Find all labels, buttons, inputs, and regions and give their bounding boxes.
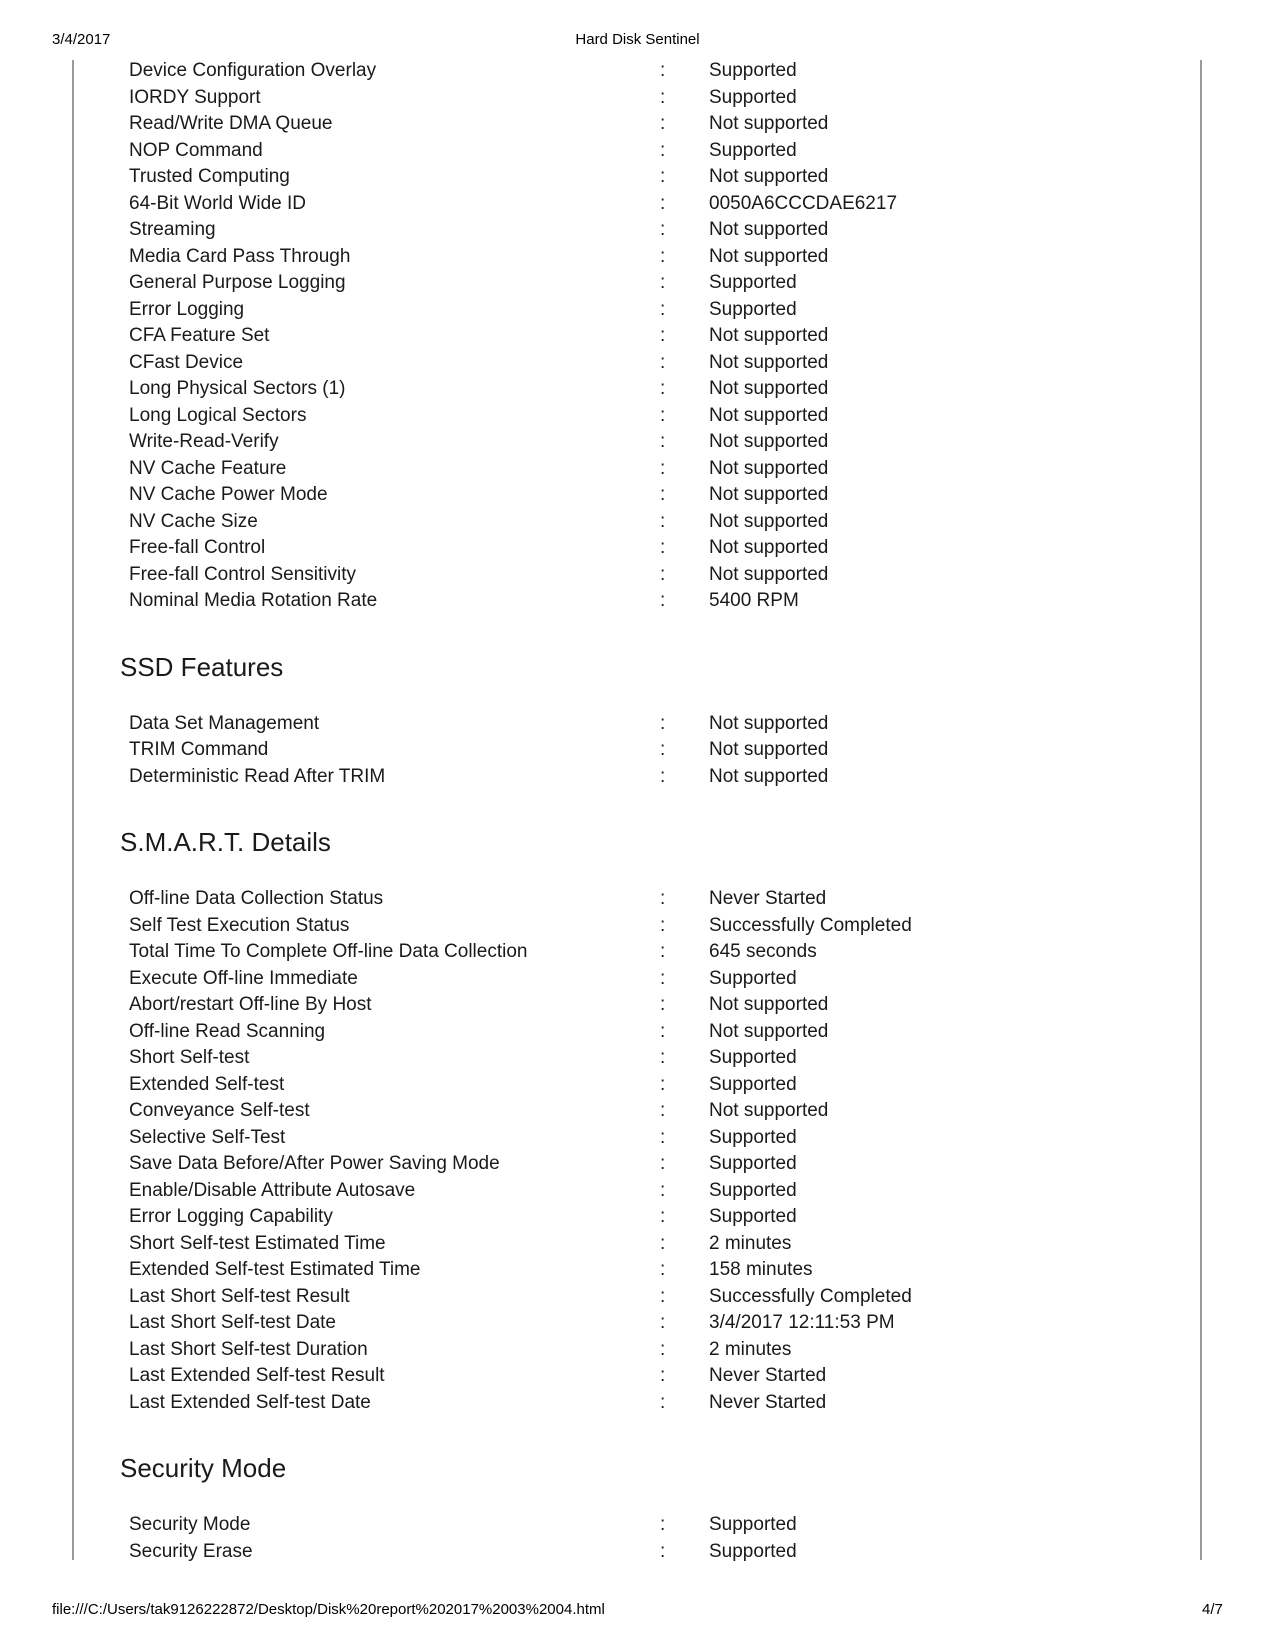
- property-row: [0, 1072, 1275, 1099]
- property-label: Last Extended Self-test Result: [129, 1365, 385, 1386]
- property-value: Supported: [709, 1540, 797, 1562]
- property-separator: :: [660, 1179, 666, 1201]
- property-row: [0, 509, 1275, 536]
- property-value: Not supported: [709, 245, 829, 267]
- property-row: [0, 1390, 1275, 1417]
- property-row: [0, 886, 1275, 913]
- footer-file-url: file:///C:/Users/tak9126222872/Desktop/Disk%20report%202017%2003%2004.html: [52, 1601, 605, 1618]
- property-row: [0, 1231, 1275, 1258]
- property-separator: :: [660, 537, 666, 558]
- property-label: Trusted Computing: [129, 166, 290, 187]
- report-content: [0, 58, 1275, 1565]
- property-row: [0, 1151, 1275, 1178]
- property-label: Data Set Management: [129, 712, 320, 734]
- property-row: [0, 58, 1275, 85]
- property-separator: :: [660, 431, 666, 452]
- property-label: General Purpose Logging: [129, 272, 346, 293]
- property-separator: :: [660, 457, 666, 479]
- property-row: [0, 1098, 1275, 1125]
- property-row: [0, 1310, 1275, 1337]
- property-label: Extended Self-test: [129, 1073, 285, 1095]
- property-value: Not supported: [709, 712, 829, 734]
- property-row: [0, 191, 1275, 218]
- property-value: Not supported: [709, 219, 829, 240]
- property-separator: :: [660, 1285, 666, 1307]
- property-label: Execute Off-line Immediate: [129, 967, 358, 989]
- property-label: Short Self-test: [129, 1047, 250, 1068]
- property-row: [0, 85, 1275, 112]
- property-label: Conveyance Self-test: [129, 1100, 310, 1121]
- section-spacer: [0, 790, 1275, 812]
- property-value: Never Started: [709, 1365, 827, 1386]
- property-label: Total Time To Complete Off-line Data Collection: [129, 941, 528, 962]
- property-value: Not supported: [709, 484, 829, 505]
- property-label: Long Logical Sectors: [129, 404, 307, 426]
- property-label: Read/Write DMA Queue: [129, 113, 333, 134]
- property-separator: :: [660, 914, 666, 936]
- property-value: Not supported: [709, 563, 829, 585]
- property-value: Not supported: [709, 351, 829, 373]
- property-separator: :: [660, 1514, 666, 1535]
- property-separator: :: [660, 1073, 666, 1095]
- property-row: [0, 138, 1275, 165]
- property-value: Supported: [709, 1153, 797, 1174]
- property-label: NV Cache Power Mode: [129, 484, 328, 505]
- property-row: [0, 482, 1275, 509]
- property-label: Last Extended Self-test Date: [129, 1391, 371, 1413]
- property-separator: :: [660, 1126, 666, 1148]
- property-label: Error Logging: [129, 298, 245, 320]
- property-separator: :: [660, 378, 666, 399]
- property-separator: :: [660, 298, 666, 320]
- property-value: Not supported: [709, 166, 829, 187]
- property-row: [0, 1337, 1275, 1364]
- property-label: Deterministic Read After TRIM: [129, 765, 386, 787]
- property-separator: :: [660, 1338, 666, 1360]
- property-row: [0, 913, 1275, 940]
- property-label: Free-fall Control: [129, 537, 266, 558]
- property-row: [0, 711, 1275, 738]
- property-value: Supported: [709, 272, 797, 293]
- property-label: Nominal Media Rotation Rate: [129, 590, 378, 611]
- property-value: Supported: [709, 1126, 797, 1148]
- property-value: Not supported: [709, 378, 829, 399]
- property-separator: :: [660, 1365, 666, 1386]
- property-value: Not supported: [709, 431, 829, 452]
- property-separator: :: [660, 1206, 666, 1227]
- property-label: CFast Device: [129, 351, 244, 373]
- property-label: TRIM Command: [129, 739, 269, 760]
- property-separator: :: [660, 192, 666, 214]
- property-value: Not supported: [709, 457, 829, 479]
- property-label: Security Erase: [129, 1540, 253, 1562]
- property-row: [0, 1019, 1275, 1046]
- property-value: Not supported: [709, 1100, 829, 1121]
- property-separator: :: [660, 1312, 666, 1333]
- property-row: [0, 764, 1275, 791]
- property-row: [0, 1512, 1275, 1539]
- property-separator: :: [660, 1047, 666, 1068]
- property-label: Off-line Read Scanning: [129, 1020, 326, 1042]
- property-label: Streaming: [129, 219, 216, 240]
- property-label: Save Data Before/After Power Saving Mode: [129, 1153, 500, 1174]
- section-heading: Security Mode: [120, 1453, 287, 1483]
- property-row: [0, 244, 1275, 271]
- property-separator: :: [660, 590, 666, 611]
- property-separator: :: [660, 484, 666, 505]
- property-label: Device Configuration Overlay: [129, 60, 377, 81]
- section-spacer: [0, 1416, 1275, 1438]
- property-value: Not supported: [709, 1020, 829, 1042]
- property-label: IORDY Support: [129, 86, 261, 108]
- property-row: [0, 562, 1275, 589]
- property-value: Supported: [709, 139, 797, 161]
- property-value: Never Started: [709, 888, 827, 909]
- property-label: Long Physical Sectors (1): [129, 378, 346, 399]
- property-value: 2 minutes: [709, 1232, 792, 1254]
- property-value: Supported: [709, 298, 797, 320]
- property-value: Not supported: [709, 739, 829, 760]
- property-separator: :: [660, 765, 666, 787]
- property-separator: :: [660, 1100, 666, 1121]
- property-value: Supported: [709, 60, 797, 81]
- section-spacer: [0, 872, 1275, 886]
- property-separator: :: [660, 941, 666, 962]
- property-row: [0, 1125, 1275, 1152]
- property-label: Last Short Self-test Date: [129, 1312, 336, 1333]
- property-label: Self Test Execution Status: [129, 914, 350, 936]
- property-value: Not supported: [709, 994, 829, 1015]
- property-value: Not supported: [709, 325, 829, 346]
- property-value: Supported: [709, 86, 797, 108]
- property-separator: :: [660, 1391, 666, 1413]
- property-label: Last Short Self-test Duration: [129, 1338, 368, 1360]
- footer-page-number: 4/7: [1202, 1601, 1223, 1618]
- property-row: [0, 966, 1275, 993]
- property-row: [0, 1045, 1275, 1072]
- property-value: Not supported: [709, 404, 829, 426]
- property-row: [0, 456, 1275, 483]
- property-separator: :: [660, 86, 666, 108]
- property-row: [0, 111, 1275, 138]
- property-row: [0, 323, 1275, 350]
- property-row: [0, 737, 1275, 764]
- property-separator: :: [660, 245, 666, 267]
- property-row: [0, 429, 1275, 456]
- property-row: [0, 297, 1275, 324]
- property-label: Selective Self-Test: [129, 1126, 286, 1148]
- property-value: Successfully Completed: [709, 1285, 912, 1307]
- property-value: 2 minutes: [709, 1338, 792, 1360]
- property-value: Not supported: [709, 765, 829, 787]
- property-label: Enable/Disable Attribute Autosave: [129, 1179, 416, 1201]
- property-row: [0, 217, 1275, 244]
- property-row: [0, 939, 1275, 966]
- property-row: [0, 270, 1275, 297]
- property-value: 3/4/2017 12:11:53 PM: [709, 1312, 895, 1333]
- property-row: [0, 350, 1275, 377]
- property-separator: :: [660, 1153, 666, 1174]
- property-value: Supported: [709, 1047, 797, 1068]
- property-value: Not supported: [709, 510, 829, 532]
- property-value: Supported: [709, 967, 797, 989]
- property-row: [0, 1204, 1275, 1231]
- property-value: Not supported: [709, 113, 829, 134]
- property-separator: :: [660, 994, 666, 1015]
- property-separator: :: [660, 166, 666, 187]
- property-label: Free-fall Control Sensitivity: [129, 563, 357, 585]
- property-value: 5400 RPM: [709, 590, 799, 611]
- property-separator: :: [660, 219, 666, 240]
- property-value: Supported: [709, 1073, 797, 1095]
- property-separator: :: [660, 1259, 666, 1280]
- property-value: Supported: [709, 1179, 797, 1201]
- property-row: [0, 403, 1275, 430]
- property-value: Supported: [709, 1206, 797, 1227]
- property-separator: :: [660, 1020, 666, 1042]
- property-row: [0, 588, 1275, 615]
- property-label: NV Cache Feature: [129, 457, 287, 479]
- property-row: [0, 1284, 1275, 1311]
- property-label: Media Card Pass Through: [129, 245, 351, 267]
- page-title: Hard Disk Sentinel: [575, 31, 700, 48]
- property-label: Off-line Data Collection Status: [129, 888, 384, 909]
- property-label: 64-Bit World Wide ID: [129, 192, 307, 214]
- property-row: [0, 535, 1275, 562]
- property-separator: :: [660, 404, 666, 426]
- property-separator: :: [660, 510, 666, 532]
- property-separator: :: [660, 139, 666, 161]
- property-value: Not supported: [709, 537, 829, 558]
- section-spacer: [0, 615, 1275, 637]
- property-separator: :: [660, 351, 666, 373]
- property-separator: :: [660, 967, 666, 989]
- property-row: [0, 376, 1275, 403]
- property-separator: :: [660, 563, 666, 585]
- property-separator: :: [660, 739, 666, 760]
- property-value: Never Started: [709, 1391, 827, 1413]
- property-label: Extended Self-test Estimated Time: [129, 1259, 421, 1280]
- property-separator: :: [660, 272, 666, 293]
- property-label: NV Cache Size: [129, 510, 258, 532]
- property-separator: :: [660, 60, 666, 81]
- property-label: Write-Read-Verify: [129, 431, 279, 452]
- print-date: 3/4/2017: [52, 31, 111, 48]
- property-row: [0, 1363, 1275, 1390]
- section-spacer: [0, 1498, 1275, 1512]
- property-label: NOP Command: [129, 139, 263, 161]
- property-separator: :: [660, 1232, 666, 1254]
- property-label: CFA Feature Set: [129, 325, 270, 346]
- property-separator: :: [660, 888, 666, 909]
- property-value: Supported: [709, 1514, 797, 1535]
- property-label: Error Logging Capability: [129, 1206, 333, 1227]
- section-spacer: [0, 697, 1275, 711]
- property-separator: :: [660, 1540, 666, 1562]
- property-row: [0, 1178, 1275, 1205]
- property-row: [0, 1539, 1275, 1566]
- property-row: [0, 1257, 1275, 1284]
- property-value: 0050A6CCCDAE6217: [709, 192, 898, 214]
- property-value: 645 seconds: [709, 941, 817, 962]
- property-row: [0, 164, 1275, 191]
- property-separator: :: [660, 113, 666, 134]
- property-separator: :: [660, 712, 666, 734]
- property-label: Security Mode: [129, 1514, 251, 1535]
- property-separator: :: [660, 325, 666, 346]
- property-value: 158 minutes: [709, 1259, 813, 1280]
- section-heading: SSD Features: [120, 651, 284, 682]
- property-label: Abort/restart Off-line By Host: [129, 994, 372, 1015]
- property-label: Last Short Self-test Result: [129, 1285, 350, 1307]
- property-value: Successfully Completed: [709, 914, 912, 936]
- section-heading: S.M.A.R.T. Details: [120, 827, 331, 857]
- property-label: Short Self-test Estimated Time: [129, 1232, 386, 1254]
- property-row: [0, 992, 1275, 1019]
